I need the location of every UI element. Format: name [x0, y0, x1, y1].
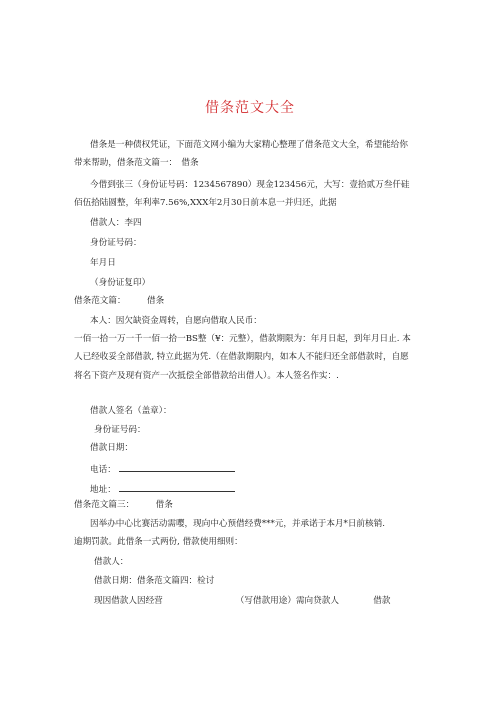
- loan-date-line: 借款日期：: [90, 443, 133, 453]
- phone-label: 电话：: [90, 465, 116, 475]
- sample-three-line-1: 因举办中心比赛活动需嘤，现向中心预借经费***元，并承诺于本月*日前核销.: [90, 519, 385, 529]
- address-line: [90, 483, 235, 496]
- document-title: 借条范文大全: [205, 100, 295, 116]
- sample-three-heading: 借条范文篇三： 借条: [74, 500, 173, 510]
- id-number-line: 身份证号码：: [90, 238, 142, 248]
- loan-text-line-2: 佰伍拾陆圆整，年利率7.56%,XXX年2月30日前本息一并归还，此据: [74, 198, 337, 208]
- sample-two-line-3: 人已经收妥全部借款, 特立此据为凭.（在借款期限内，如本人不能归还全部借款时，自愿: [74, 352, 409, 362]
- sample-two-line-4: 将名下资产及现有资产一次抵偿全部借款给出借人）。本人签名作实：.: [74, 371, 339, 381]
- intro-line-2: 带来帮助，借条范文篇一： 借条: [74, 158, 199, 168]
- address-label: 地址：: [90, 485, 116, 495]
- borrower-line: 借款人：李四: [90, 218, 142, 228]
- phone-line: [90, 463, 235, 476]
- id-copy-line: （身份证复印）: [90, 278, 151, 288]
- sample-four-line: 借款日期：借条范文篇四：检讨: [94, 576, 215, 586]
- phone-blank: [119, 463, 235, 472]
- signature-line: 借款人签名（盖章）：: [90, 406, 172, 416]
- intro-line-1: 借条是一种债权凭证，下面范文网小编为大家精心整理了借条范文大全，希望能给你: [90, 140, 408, 150]
- sample-three-borrower: 借款人：: [94, 557, 129, 567]
- sig-id-number-line: 身份证号码：: [94, 425, 146, 435]
- sample-two-line-1: 本人：因欠缺资金周转，自愿向借取人民币：: [90, 316, 262, 326]
- address-blank: [119, 483, 235, 492]
- sample-four-text: 现因借款人因经营 （写借款用途）需向贷款人 借款: [94, 596, 391, 606]
- date-line: 年月日: [90, 258, 116, 268]
- sample-two-heading: 借条范文篇： 借条: [74, 296, 165, 306]
- sample-three-line-2: 逾期罚款。此借条一式两份, 借款使用细则：: [74, 537, 243, 547]
- sample-two-line-2: 一佰一拾一万一千一佰一拾一BS整（¥：元整），借款期限为：年月日起，到年月日止. 本: [74, 334, 411, 344]
- loan-text-line-1: 今借到张三（身份证号码：1234567890）现金123456元，大写：壹拾贰万叁仟硅: [90, 180, 410, 190]
